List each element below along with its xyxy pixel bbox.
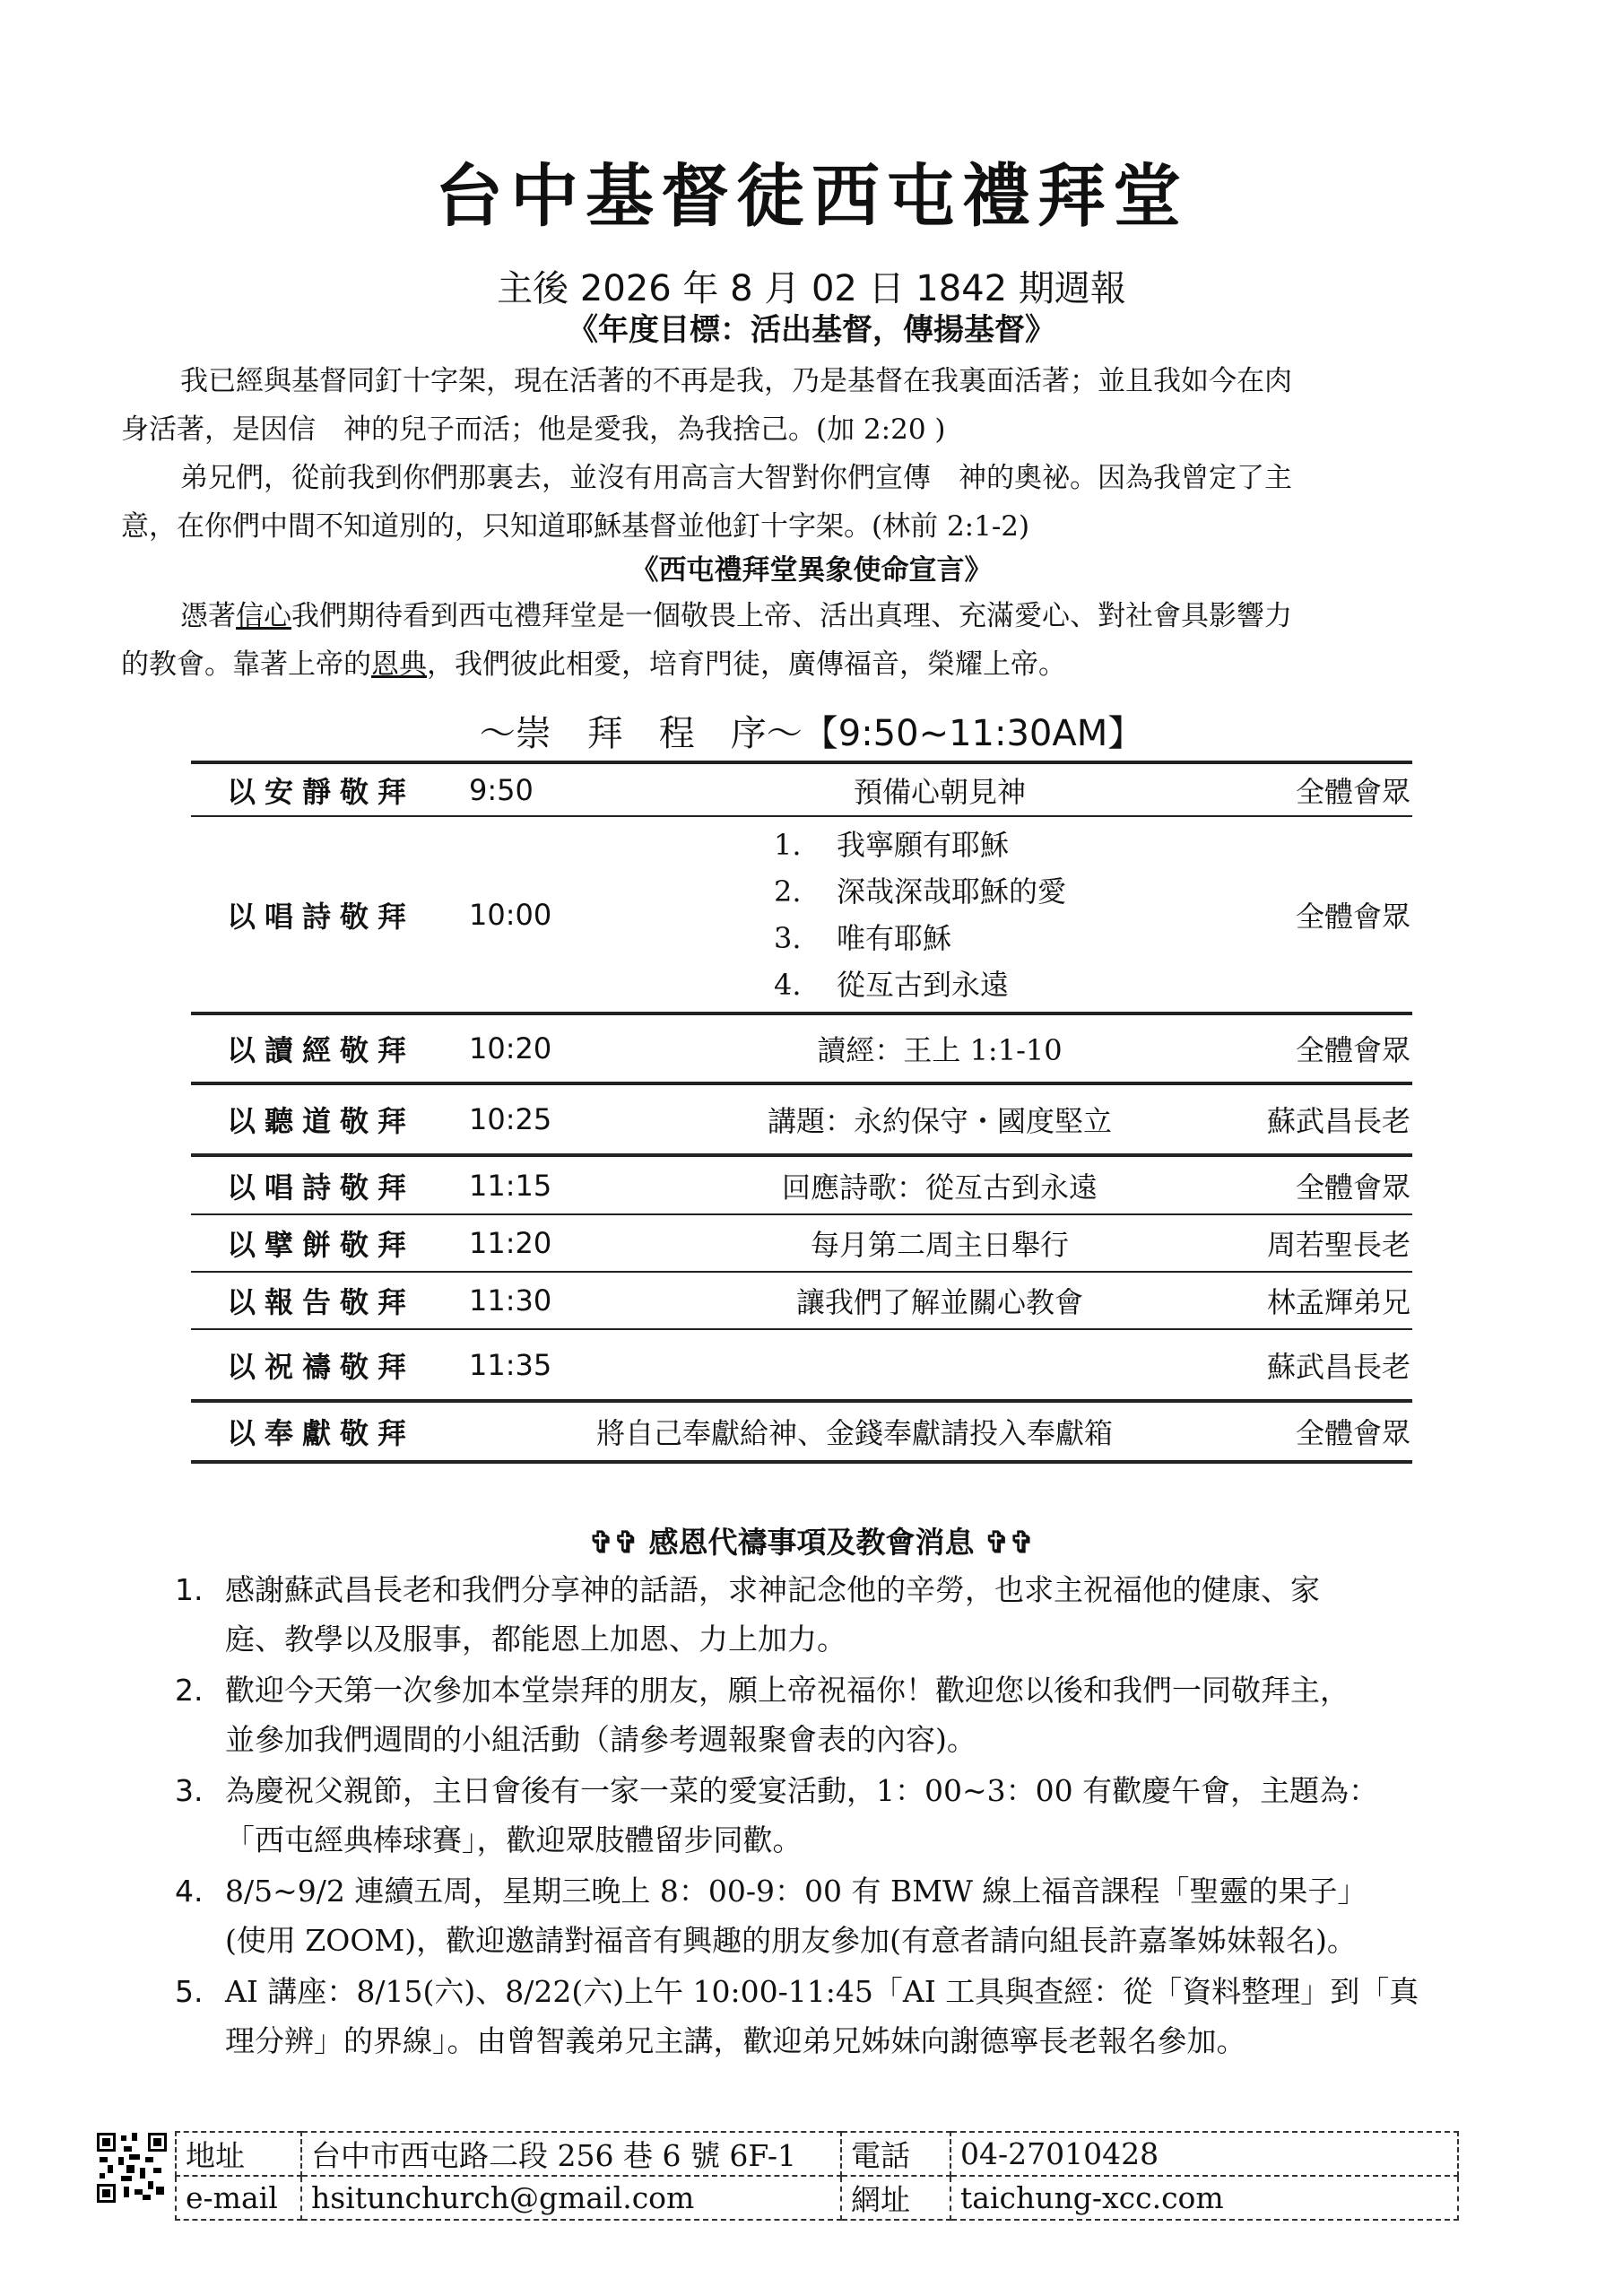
program-row [191,816,1412,1013]
verse-line: 意，在你們中間不知道別的，只知道耶穌基督並他釘十字架。(林前 2:1-2) [121,510,1030,543]
mission-heading: 《西屯禮拜堂異象使命宣言》 [630,554,993,587]
notice-item [175,1665,1502,1764]
contact-row [176,2176,1458,2220]
worship-type: 以唱詩敬拜 [191,1155,469,1214]
notice-number: 5. [175,1974,204,2009]
mission-statement [121,592,1520,689]
notice-text: 並參加我們週間的小組活動（請參考週報聚會表的內容)。 [225,1722,976,1757]
program-row [191,1013,1412,1083]
mission-line: 憑著信心我們期待看到西屯禮拜堂是一個敬畏上帝、活出真理、充滿愛心、對社會具影響力 [180,600,1292,632]
song-item: 4. 從亙古到永遠 [774,967,1010,1002]
song-item: 2. 深哉深哉耶穌的愛 [774,874,1067,909]
worship-type: 以擘餅敬拜 [191,1214,469,1272]
notices-heading: ✞✞ 感恩代禱事項及教會消息 ✞✞ [588,1525,1035,1560]
worship-leader: 全體會眾 [1240,1401,1412,1462]
contact-row [176,2132,1458,2176]
worship-leader: 全體會眾 [1240,762,1412,816]
notice-text: 理分辨」的界線」。由曾智義弟兄主講，歡迎弟兄姊妹向謝德寧長老報名參加。 [225,2023,1246,2058]
program-row [191,1083,1412,1155]
notice-number: 2. [175,1673,204,1708]
mission-line: 的教會。靠著上帝的恩典，我們彼此相愛，培育門徒，廣傳福音，榮耀上帝。 [121,648,1066,681]
notice-text: AI 講座：8/15(六)、8/22(六)上午 10:00-11:45「AI 工具與查經：從「資料整理」到「真 [225,1974,1419,2009]
worship-desc: 讓我們了解並關心教會 [639,1272,1240,1329]
worship-leader: 蘇武昌長老 [1240,1083,1412,1155]
worship-time: 10:25 [469,1083,639,1155]
email-label: e-mail [176,2176,301,2220]
song-list-cell [639,816,1240,1013]
worship-desc: 每月第二周主日舉行 [639,1214,1240,1272]
notice-item [175,1766,1502,1865]
page-title: 台中基督徒西屯禮拜堂 [435,156,1188,236]
program-row [191,1329,1412,1401]
website-value[interactable]: taichung-xcc.com [950,2176,1458,2220]
annual-goal: 《年度目標：活出基督，傳揚基督》 [568,312,1055,348]
address-label: 地址 [176,2132,301,2176]
worship-type: 以奉獻敬拜 [191,1401,469,1462]
qr-code-icon [97,2133,167,2203]
phone-label: 電話 [841,2132,950,2176]
notice-item [175,1866,1502,1965]
worship-leader: 全體會眾 [1240,1013,1412,1083]
faith-underlined: 信心 [236,600,291,632]
worship-desc: 預備心朝見神 [639,762,1240,816]
notice-text: 庭、教學以及服事，都能恩上加恩、力上加力。 [225,1622,846,1657]
notices-list [175,1565,1502,2067]
notice-text: (使用 ZOOM)，歡迎邀請對福音有興趣的朋友參加(有意者請向組長許嘉峯姊妹報名)。 [225,1923,1357,1958]
worship-desc: 讀經：王上 1:1-10 [639,1013,1240,1083]
scripture-verses [121,357,1520,551]
worship-time: 11:20 [469,1214,639,1272]
worship-desc: 回應詩歌：從亙古到永遠 [639,1155,1240,1214]
worship-desc: 將自己奉獻給神、金錢奉獻請投入奉獻箱 [469,1401,1240,1462]
notice-number: 4. [175,1874,204,1909]
verse-line: 身活著，是因信 神的兒子而活；他是愛我，為我捨己。(加 2:20 ) [121,413,946,446]
notice-number: 1. [175,1572,204,1607]
website-label: 網址 [841,2176,950,2220]
program-row [191,1272,1412,1329]
worship-type: 以安靜敬拜 [191,762,469,816]
verse-line: 我已經與基督同釘十字架，現在活著的不再是我，乃是基督在我裏面活著；並且我如今在肉 [180,365,1292,397]
worship-program-table [191,761,1412,1464]
grace-underlined: 恩典 [371,648,427,681]
worship-type: 以祝禱敬拜 [191,1329,469,1401]
worship-leader: 林孟輝弟兄 [1240,1272,1412,1329]
program-heading: ～崇 拜 程 序～【9:50~11:30AM】 [479,713,1144,754]
program-row [191,1214,1412,1272]
song-item: 3. 唯有耶穌 [774,920,952,955]
worship-type: 以聽道敬拜 [191,1083,469,1155]
worship-time: 11:30 [469,1272,639,1329]
worship-type: 以報告敬拜 [191,1272,469,1329]
notice-item [175,1565,1502,1664]
address-value: 台中市西屯路二段 256 巷 6 號 6F-1 [301,2132,841,2176]
worship-type: 以唱詩敬拜 [191,816,469,1013]
program-row [191,762,1412,816]
notice-text: 「西屯經典棒球賽」，歡迎眾肢體留步同歡。 [225,1822,803,1857]
notice-text: 為慶祝父親節，主日會後有一家一菜的愛宴活動，1：00~3：00 有歡慶午會，主題為： [225,1773,1379,1808]
notice-item [175,1967,1502,2066]
worship-time: 10:20 [469,1013,639,1083]
contact-table [175,2131,1459,2221]
bulletin-date: 主後 2026 年 8 月 02 日 1842 期週報 [497,268,1126,309]
worship-leader: 全體會眾 [1240,1155,1412,1214]
notice-text: 歡迎今天第一次參加本堂崇拜的朋友，願上帝祝福你！歡迎您以後和我們一同敬拜主， [225,1673,1350,1708]
program-row [191,1401,1412,1462]
worship-leader: 蘇武昌長老 [1240,1329,1412,1401]
worship-type: 以讀經敬拜 [191,1013,469,1083]
worship-time: 11:15 [469,1155,639,1214]
email-value[interactable]: hsitunchurch@gmail.com [301,2176,841,2220]
notice-number: 3. [175,1773,204,1808]
worship-time: 11:35 [469,1329,639,1401]
verse-line: 弟兄們，從前我到你們那裏去，並沒有用高言大智對你們宣傳 神的奧祕。因為我曾定了主 [180,462,1292,494]
song-item: 1. 我寧願有耶穌 [774,827,1010,862]
song-list [639,822,1240,1008]
worship-time: 10:00 [469,816,639,1013]
worship-leader: 全體會眾 [1240,816,1412,1013]
notice-text: 8/5~9/2 連續五周，星期三晚上 8：00-9：00 有 BMW 線上福音課程「聖靈的果子」 [225,1874,1367,1909]
worship-time: 9:50 [469,762,639,816]
program-row [191,1155,1412,1214]
notice-text: 感謝蘇武昌長老和我們分享神的話語，求神記念他的辛勞，也求主祝福他的健康、家 [225,1572,1320,1607]
phone-value: 04-27010428 [950,2132,1458,2176]
worship-leader: 周若聖長老 [1240,1214,1412,1272]
worship-desc: 講題：永約保守・國度堅立 [639,1083,1240,1155]
worship-desc [639,1329,1240,1401]
